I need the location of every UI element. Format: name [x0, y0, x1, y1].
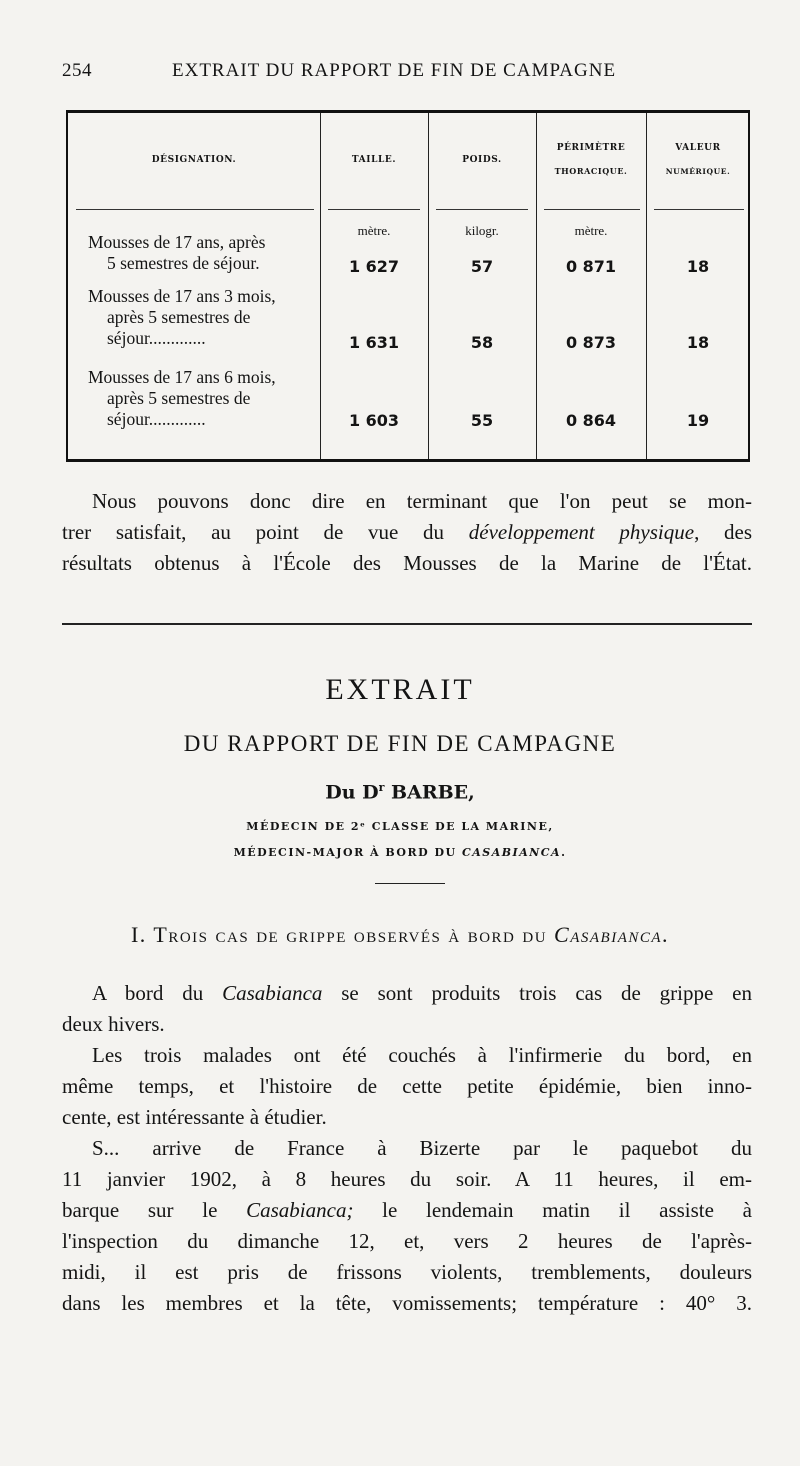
designation-line: Mousses de 17 ans 6 mois,	[88, 367, 276, 387]
row-designation	[88, 232, 320, 274]
measurement-table	[66, 110, 750, 462]
header-valeur-line2: NUMÉRIQUE.	[665, 167, 731, 176]
header-rule	[436, 209, 528, 210]
taille-value: 1 603	[348, 411, 400, 430]
article-subtitle: DU RAPPORT DE FIN DE CAMPAGNE	[183, 731, 617, 756]
valeur-value: 18	[686, 333, 710, 352]
article-title: EXTRAIT	[325, 673, 475, 706]
running-header	[62, 60, 742, 90]
text-line: 11 janvier 1902, à 8 heures du soir. A 11 heures, il em-	[62, 1167, 752, 1191]
text-line: Nous pouvons donc dire en terminant que l'on peut se mon-	[92, 489, 752, 513]
poids-value: 57	[470, 257, 494, 276]
author-role-2: MÉDECIN-MAJOR À BORD DU CASABIANCA.	[233, 846, 567, 859]
designation-line: 5 semestres de séjour.	[107, 253, 260, 273]
poids-value: 58	[470, 333, 494, 352]
text-line: A bord du Casabianca se sont produits trois cas de grippe en	[92, 981, 752, 1005]
author-role-1: MÉDECIN DE 2ᵉ CLASSE DE LA MARINE,	[246, 820, 554, 833]
header-designation: DÉSIGNATION.	[151, 155, 237, 165]
text-line: dans les membres et la tête, vomissements; température : 40° 3.	[62, 1291, 752, 1315]
page-number: 254	[62, 60, 92, 81]
header-rule	[544, 209, 640, 210]
designation-line: Mousses de 17 ans, après	[88, 232, 266, 252]
text-line: Les trois malades ont été couchés à l'infirmerie du bord, en	[92, 1043, 752, 1067]
author-line: Du $D^r$ BARBE,	[325, 781, 475, 804]
row-designation	[88, 286, 320, 349]
conclusion-paragraph	[62, 486, 752, 579]
taille-value: 1 627	[348, 257, 400, 276]
header-taille: TAILLE.	[351, 155, 397, 165]
title-rule	[375, 883, 445, 884]
section-separator	[62, 623, 752, 625]
row-designation	[88, 367, 320, 430]
header-rule	[76, 209, 314, 210]
text-line: trer satisfait, au point de vue du développement physique, des	[62, 520, 753, 544]
unit-perimetre: mètre.	[574, 223, 608, 238]
header-rule	[654, 209, 744, 210]
unit-taille: mètre.	[357, 223, 391, 238]
text-line: midi, il est pris de frissons violents, tremblements, douleurs	[62, 1260, 752, 1284]
designation-line: séjour.............	[107, 409, 206, 429]
text-line: l'inspection du dimanche 12, et, vers 2 heures de l'après-	[62, 1229, 752, 1253]
valeur-value: 19	[686, 411, 710, 430]
designation-line: séjour.............	[107, 328, 206, 348]
taille-value: 1 631	[348, 333, 400, 352]
header-perimetre-line1: PÉRIMÈTRE	[556, 143, 626, 153]
section-heading: I. Trois cas de grippe observés à bord du Casabianca.	[130, 922, 670, 947]
valeur-value: 18	[686, 257, 710, 276]
text-line: cente, est intéressante à étudier.	[62, 1105, 327, 1129]
perimetre-value: 0 873	[565, 333, 617, 352]
text-line: même temps, et l'histoire de cette petite épidémie, bien inno-	[62, 1074, 752, 1098]
text-line: résultats obtenus à l'École des Mousses de la Marine de l'État.	[62, 551, 752, 575]
text-line: deux hivers.	[62, 1012, 165, 1036]
text-line: S... arrive de France à Bizerte par le paquebot du	[92, 1136, 752, 1160]
header-perimetre-line2: THORACIQUE.	[554, 166, 628, 176]
unit-poids: kilogr.	[465, 223, 499, 238]
body-text	[62, 978, 752, 1319]
emphasis-text: développement physique	[468, 520, 695, 544]
text-line: barque sur le Casabianca; le lendemain matin il assiste à	[62, 1198, 752, 1222]
perimetre-value: 0 864	[565, 411, 617, 430]
designation-line: après 5 semestres de	[107, 307, 251, 327]
designation-line: Mousses de 17 ans 3 mois,	[88, 286, 276, 306]
header-valeur-line1: VALEUR	[675, 143, 721, 153]
header-poids: POIDS.	[462, 155, 502, 165]
header-valeur	[646, 137, 750, 183]
perimetre-value: 0 871	[565, 257, 617, 276]
designation-line: après 5 semestres de	[107, 388, 251, 408]
header-perimetre	[536, 137, 646, 183]
poids-value: 55	[470, 411, 494, 430]
header-rule	[328, 209, 420, 210]
running-title: EXTRAIT DU RAPPORT DE FIN DE CAMPAGNE	[172, 60, 617, 81]
